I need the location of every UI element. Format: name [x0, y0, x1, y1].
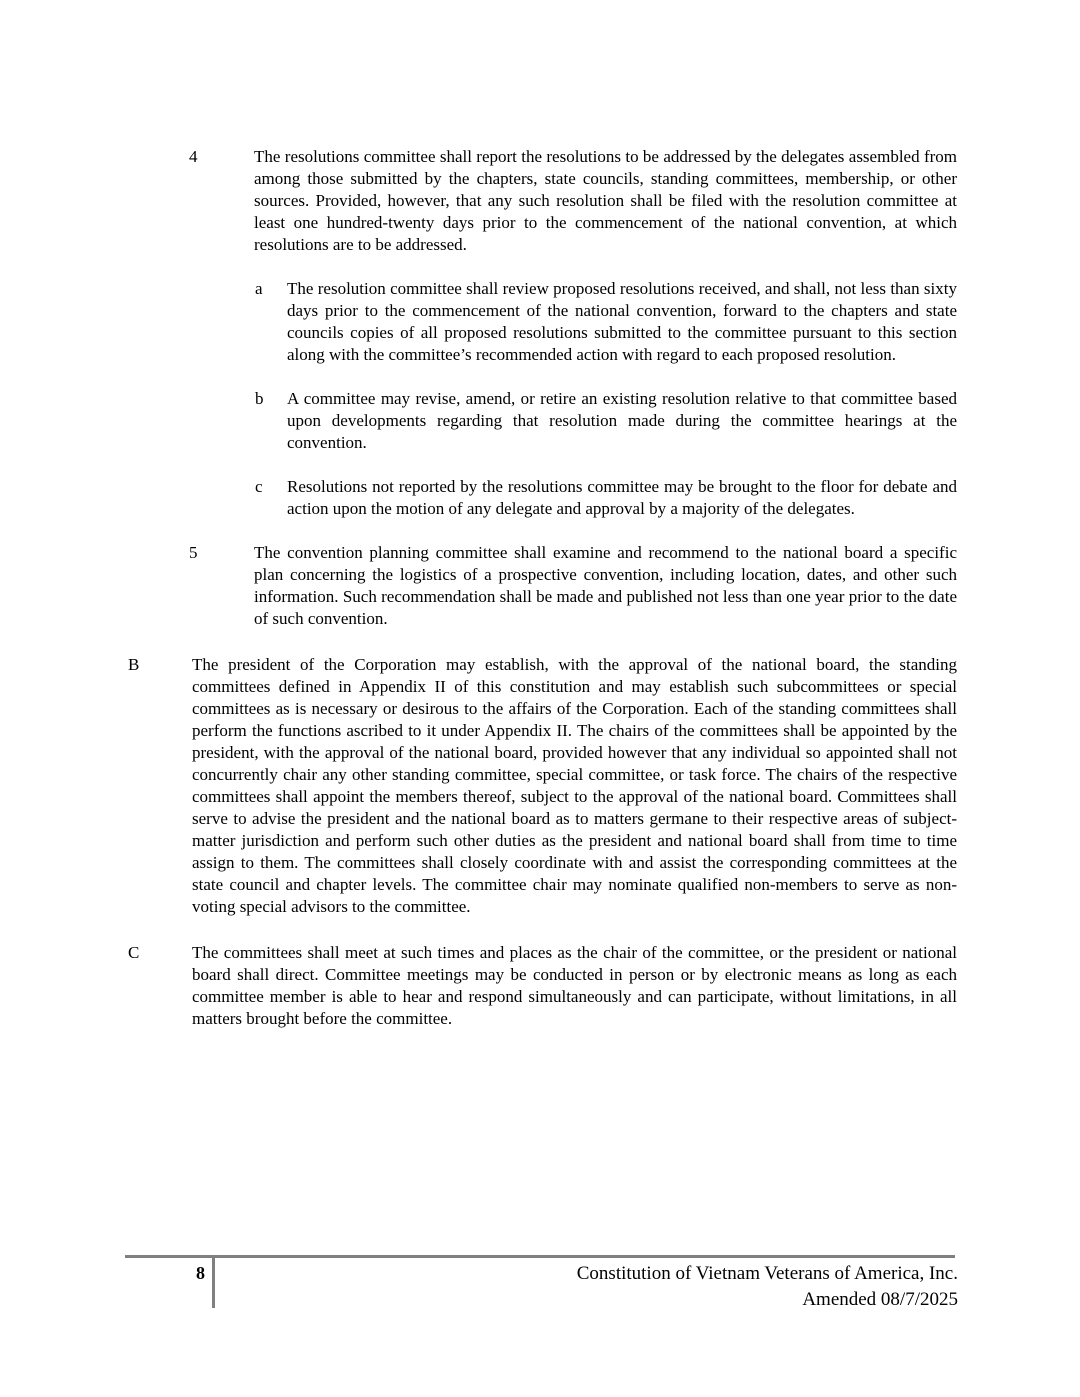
section-item-b: [0, 654, 1080, 918]
item-text: The resolutions committee shall report the resolutions to be addressed by the delegates assembled from among those submitted by the chapters, state councils, standing committees, membership, or other sources. Provided, however, that any such resolution shall be filed with the resolution committee at least one hundred-twenty days prior to the commencement of the national convention, at which resolutions are to be addressed.: [254, 147, 957, 254]
page-footer: [0, 1255, 1080, 1365]
item-text: The president of the Corporation may establish, with the approval of the national board, the standing committees defined in Appendix II of this constitution and may establish such subcommittees or special committees as is necessary or desirous to the affairs of the Corporation. Each of the standing committees shall perform the functions ascribed to it under Appendix II. The chairs of the committees shall be appointed by the president, with the approval of the national board, provided however that any individual so appointed shall not concurrently chair any other standing committee, special committee, or task force. The chairs of the respective committees shall appoint the members thereof, subject to the approval of the national board. Committees shall serve to advise the president and the national board as to matters germane to their respective areas of subject-matter jurisdiction and perform such other duties as the president and national board shall from time to time assign to them. The committees shall closely coordinate with and assist the corresponding committees at the state council and chapter levels. The committee chair may nominate qualified non-members to serve as non-voting special advisors to the committee.: [192, 655, 957, 916]
item-text: Resolutions not reported by the resolutions committee may be brought to the floor for debate and action upon the motion of any delegate and approval by a majority of the delegates.: [287, 477, 957, 518]
item-marker: 5: [189, 543, 198, 562]
item-text: A committee may revise, amend, or retire an existing resolution relative to that committee based upon developments regarding that resolution made during the committee hearings at the convention.: [287, 389, 957, 452]
lettered-item-b: [0, 388, 1080, 454]
numbered-item-4: [0, 146, 1080, 256]
item-text: The committees shall meet at such times and places as the chair of the committee, or the president or national board shall direct. Committee meetings may be conducted in person or by electronic means as long as each committee member is able to hear and respond simultaneously and can participate, without limitations, in all matters brought before the committee.: [192, 943, 957, 1028]
item-marker: c: [255, 477, 263, 496]
item-marker: b: [255, 389, 264, 408]
document-body: [0, 146, 1080, 1030]
section-item-c: [0, 942, 1080, 1030]
page-number: 8: [196, 1263, 205, 1283]
numbered-item-5: [0, 542, 1080, 630]
item-marker: C: [128, 943, 140, 962]
item-text: The resolution committee shall review proposed resolutions received, and shall, not less than sixty days prior to the commencement of the national convention, forward to the chapters and state councils copies of all proposed resolutions submitted to the committee pursuant to this section along with the committee’s recommended action with regard to each proposed resolution.: [287, 279, 957, 364]
item-text: The convention planning committee shall examine and recommend to the national board a specific plan concerning the logistics of a prospective convention, including location, dates, and other such information. Such recommendation shall be made and published not less than one year prior to the date of such convention.: [254, 543, 957, 628]
footer-vertical-divider: [212, 1258, 215, 1308]
item-marker: B: [128, 655, 140, 674]
footer-title: Constitution of Vietnam Veterans of America, Inc.: [576, 1263, 958, 1284]
footer-text-block: [300, 1261, 958, 1313]
footer-amended-date: Amended 08/7/2025: [802, 1289, 958, 1310]
item-marker: a: [255, 279, 263, 298]
item-marker: 4: [189, 147, 198, 166]
footer-divider-rule: [125, 1255, 955, 1258]
lettered-item-a: [0, 278, 1080, 366]
lettered-item-c: [0, 476, 1080, 520]
